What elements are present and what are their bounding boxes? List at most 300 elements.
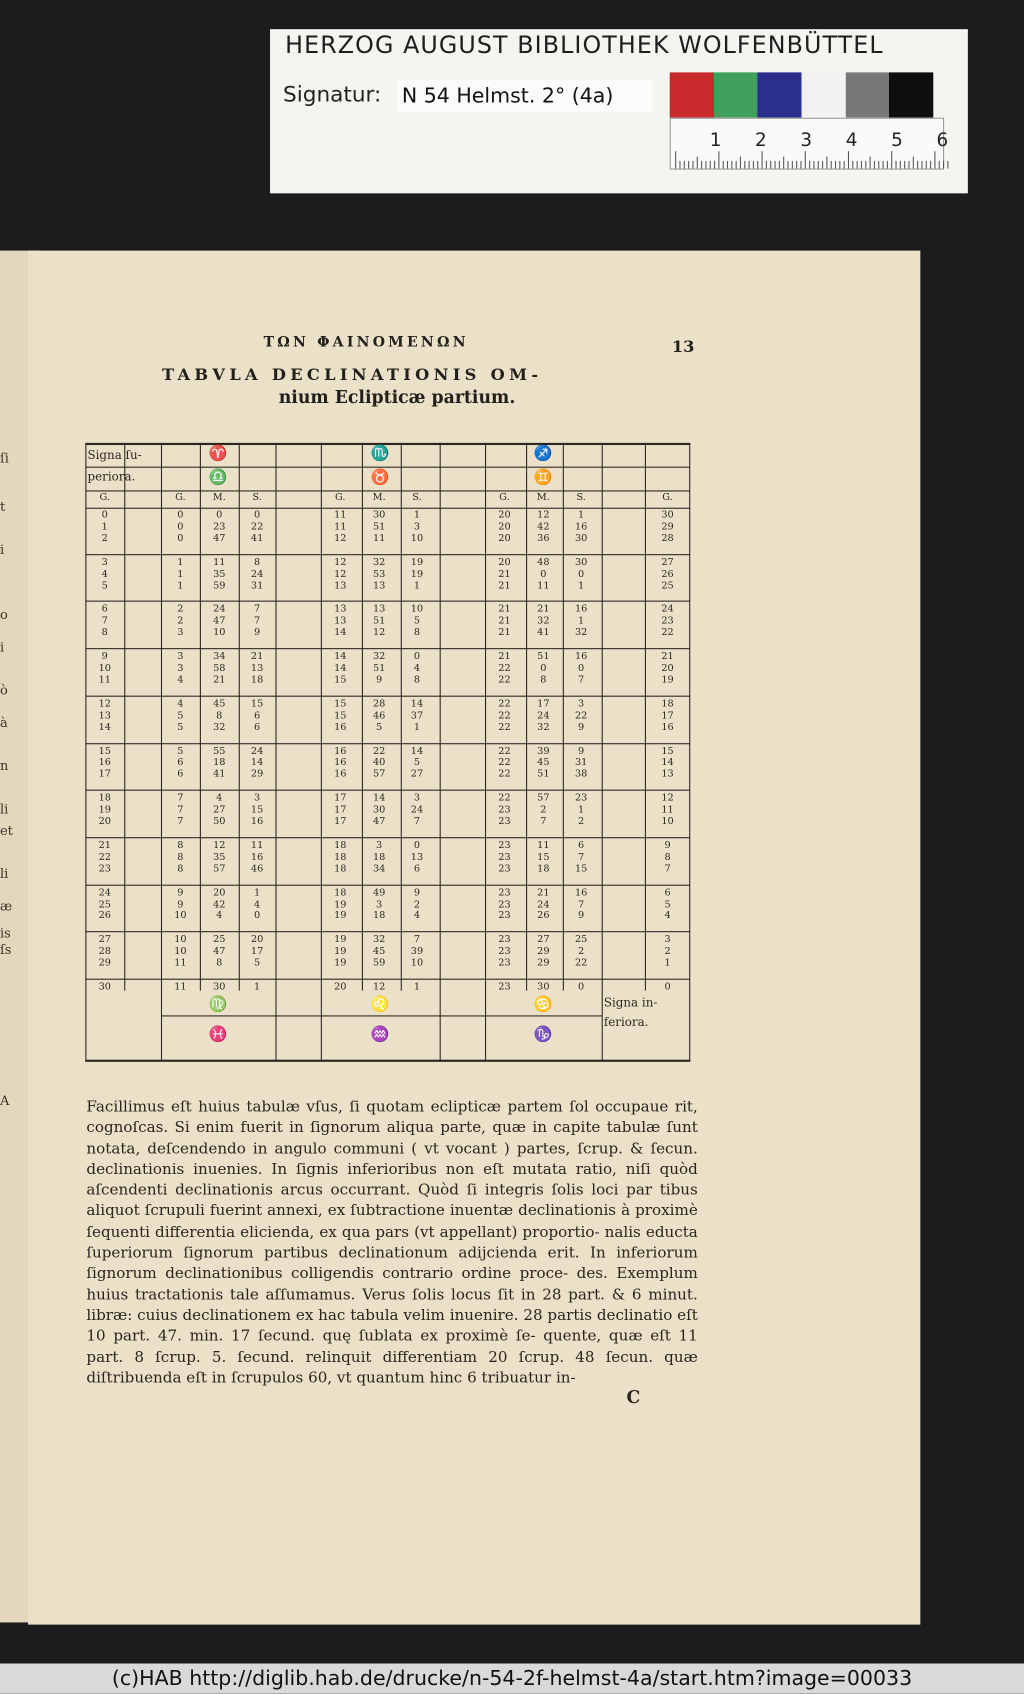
signature-mark: C xyxy=(626,1386,641,1408)
declination-seconds: 19 xyxy=(410,569,424,581)
table-rule xyxy=(85,837,690,838)
degree-left: 11 xyxy=(98,675,111,686)
facing-page-fragment: æ xyxy=(0,898,13,914)
ruler-tick xyxy=(731,161,732,169)
declination-seconds: 16 xyxy=(574,651,588,663)
table-rule xyxy=(275,991,276,1062)
declination-degrees: 4 xyxy=(177,698,184,710)
table-rule xyxy=(275,443,276,991)
declination-seconds: 1 xyxy=(413,722,421,734)
ruler-tick xyxy=(870,157,871,169)
table-rule xyxy=(85,1060,690,1062)
declination-seconds: 0 xyxy=(413,651,421,663)
ruler-tick xyxy=(878,161,879,169)
degree-right: 4 xyxy=(664,910,671,922)
declination-seconds: 20 xyxy=(250,934,264,946)
declination-seconds: 10 xyxy=(410,603,424,615)
declination-minutes: 51 xyxy=(537,651,550,663)
ruler-tick xyxy=(705,161,706,169)
degree-right: 0 xyxy=(664,981,671,993)
declination-degrees: 11 xyxy=(174,958,187,969)
declination-degrees: 2 xyxy=(177,603,184,615)
declination-degrees: 18 xyxy=(334,887,347,899)
declination-degrees: 9 xyxy=(177,887,184,899)
declination-minutes: 53 xyxy=(372,569,386,581)
ruler-tick xyxy=(723,161,724,169)
declination-degrees: 23 xyxy=(498,958,511,969)
degree-left: 14 xyxy=(98,722,111,734)
declination-degrees: 2 xyxy=(177,615,184,627)
declination-minutes: 59 xyxy=(213,581,226,592)
declination-seconds: 39 xyxy=(410,946,424,958)
declination-minutes: 18 xyxy=(372,852,386,864)
footer-credit: (c)HAB http://diglib.hab.de/drucke/n-54-2f-helmst-4a/start.htm?image=00033 xyxy=(0,1664,1024,1694)
degree-left: 26 xyxy=(98,910,111,922)
declination-degrees: 9 xyxy=(177,899,184,911)
declination-seconds: 1 xyxy=(578,804,585,816)
degree-right: 25 xyxy=(661,581,674,592)
declination-seconds: 7 xyxy=(578,852,585,864)
declination-degrees: 22 xyxy=(498,675,511,686)
degree-left: 18 xyxy=(98,792,111,804)
declination-minutes: 5 xyxy=(376,722,383,734)
degree-right: 11 xyxy=(661,804,674,816)
declination-degrees: 19 xyxy=(334,910,347,922)
declination-seconds: 24 xyxy=(250,569,264,581)
facing-page-fragment: is xyxy=(0,925,11,941)
ruler-tick xyxy=(688,161,689,169)
declination-minutes: 11 xyxy=(372,533,386,545)
declination-seconds: 0 xyxy=(413,840,421,852)
declination-minutes: 22 xyxy=(372,746,386,758)
declination-seconds: 30 xyxy=(574,533,588,545)
declination-degrees: 21 xyxy=(498,651,511,663)
degree-right: 16 xyxy=(661,722,674,734)
declination-minutes: 23 xyxy=(213,521,226,533)
degree-right: 15 xyxy=(661,746,674,758)
declination-seconds: 31 xyxy=(250,581,264,592)
declination-minutes: 18 xyxy=(537,864,550,875)
degree-right: 14 xyxy=(661,757,674,769)
degree-left: 25 xyxy=(98,899,111,911)
book-page xyxy=(28,251,920,1625)
declination-seconds: 41 xyxy=(250,533,264,545)
declination-minutes: 47 xyxy=(372,816,386,828)
declination-minutes: 11 xyxy=(537,840,550,852)
declination-seconds: 24 xyxy=(250,746,264,758)
degree-left: 13 xyxy=(98,710,111,722)
color-swatch xyxy=(802,72,846,117)
declination-seconds: 22 xyxy=(250,521,264,533)
declination-degrees: 22 xyxy=(498,757,511,769)
table-rule xyxy=(85,508,690,509)
declination-degrees: 1 xyxy=(177,557,184,569)
declination-degrees: 0 xyxy=(177,509,184,521)
declination-degrees: 21 xyxy=(498,603,511,615)
declination-seconds: 6 xyxy=(413,864,421,875)
declination-degrees: 12 xyxy=(334,533,347,545)
declination-seconds: 38 xyxy=(574,769,588,780)
ruler-tick xyxy=(775,161,776,169)
declination-degrees: 3 xyxy=(177,651,184,663)
declination-minutes: 0 xyxy=(540,569,547,581)
declination-minutes: 30 xyxy=(372,509,386,521)
degree-right: 26 xyxy=(661,569,674,581)
declination-degrees: 7 xyxy=(177,804,184,816)
declination-degrees: 14 xyxy=(334,651,347,663)
folio-number: 13 xyxy=(671,337,695,357)
declination-minutes: 9 xyxy=(376,675,383,686)
declination-degrees: 23 xyxy=(498,981,511,993)
declination-degrees: 13 xyxy=(334,615,347,627)
declination-minutes: 58 xyxy=(213,663,226,675)
declination-seconds: 14 xyxy=(410,698,424,710)
declination-seconds: 13 xyxy=(410,852,424,864)
declination-minutes: 12 xyxy=(213,840,226,852)
declination-seconds: 1 xyxy=(253,887,261,899)
ruler-tick xyxy=(934,151,935,168)
declination-minutes: 0 xyxy=(540,663,547,675)
declination-degrees: 18 xyxy=(334,840,347,852)
color-swatch xyxy=(758,72,802,117)
declination-seconds: 4 xyxy=(253,899,261,911)
declination-minutes: 32 xyxy=(372,934,386,946)
declination-degrees: 15 xyxy=(334,675,347,686)
degree-left: 6 xyxy=(101,603,108,615)
col-head-s: S. xyxy=(576,492,586,504)
facing-page-fragment: li xyxy=(0,801,9,817)
declination-seconds: 3 xyxy=(578,698,585,710)
declination-minutes: 0 xyxy=(216,509,223,521)
declination-seconds: 7 xyxy=(253,603,261,615)
degree-right: 13 xyxy=(661,769,674,780)
table-rule xyxy=(85,696,690,697)
declination-minutes: 59 xyxy=(372,958,386,969)
ruler-tick xyxy=(895,161,896,169)
declination-seconds: 1 xyxy=(578,581,585,592)
declination-minutes: 14 xyxy=(372,792,386,804)
declination-degrees: 19 xyxy=(334,899,347,911)
declination-minutes: 57 xyxy=(372,769,386,780)
ruler-tick xyxy=(792,161,793,169)
declination-seconds: 9 xyxy=(578,746,585,758)
table-rule xyxy=(602,991,603,1062)
declination-degrees: 11 xyxy=(334,521,347,533)
declination-seconds: 7 xyxy=(578,899,585,911)
declination-seconds: 2 xyxy=(413,899,421,911)
explanatory-paragraph: Facillimus eſt huius tabulæ vſus, ſi quotam eclipticæ partem ſol occupaue rit, cognoſcas. Si enim fuerit in ſignorum aliqua parte, quæ in capite tabulæ ſunt notata, deſcendendo in angulo communi ( vt vocant ) partes, ſcrup. & ſecun. declinationis inuenies. In ſignis inferioribus non eſt mutata ratio, niſi quòd aſcendenti declinationis arcus occurrant. Quòd ſi integris ſolis loci par tibus aliquot ſcrupuli fuerint annexi, ex ſubtractione inuentæ declinationis à proximè ſequenti differentia elicienda, ex qua pars (vt appellant) proportio- nalis educta ſuperiorum ſignorum partibus declinationum adijcienda erit. In inferiorum ſignorum declinationibus colligendis contrario ordine proce- des. Exemplum huius tractationis tale aſſumamus. Verus ſolis locus ſit in 28 part. & 6 minut. libræ: cuius declinationem ex hac tabula velim inuenire. 28 partis declinatio eſt 10 part. 47. min. 17 ſecund. quę ſublata ex proximè ſe- quente, quæ eſt 11 part. 8 ſcrup. 5. ſecund. relinquit differentiam 20 ſcrup. 48 ſecun. quæ diſtribuenda eſt in ſcrupulos 60, vt quantum hinc 6 tribuatur in- xyxy=(86,1098,698,1387)
declination-minutes: 29 xyxy=(537,958,550,969)
declination-minutes: 10 xyxy=(213,627,226,639)
declination-seconds: 22 xyxy=(574,710,588,722)
declination-degrees: 4 xyxy=(177,675,184,686)
ruler-tick xyxy=(874,161,875,169)
degree-right: 23 xyxy=(661,615,674,627)
declination-minutes: 8 xyxy=(540,675,547,686)
declination-seconds: 11 xyxy=(250,840,264,852)
degree-left: 24 xyxy=(98,887,111,899)
declination-seconds: 15 xyxy=(250,698,264,710)
facing-page-fragment: ſi xyxy=(0,450,9,466)
declination-degrees: 5 xyxy=(177,746,184,758)
declination-minutes: 34 xyxy=(213,651,226,663)
declination-seconds: 7 xyxy=(253,615,261,627)
ruler-tick xyxy=(727,161,728,169)
declination-seconds: 31 xyxy=(574,757,588,769)
ruler-tick xyxy=(813,161,814,169)
declination-seconds: 17 xyxy=(250,946,264,958)
declination-minutes: 47 xyxy=(213,946,226,958)
degree-right: 5 xyxy=(664,899,671,911)
declination-minutes: 12 xyxy=(537,509,550,521)
degree-left: 10 xyxy=(98,663,111,675)
ruler-tick xyxy=(883,161,884,169)
declination-degrees: 15 xyxy=(334,698,347,710)
degree-left: 15 xyxy=(98,746,111,758)
declination-degrees: 23 xyxy=(498,840,511,852)
declination-seconds: 10 xyxy=(410,533,424,545)
ruler-tick xyxy=(701,161,702,169)
declination-seconds: 8 xyxy=(413,627,421,639)
declination-degrees: 0 xyxy=(177,533,184,545)
declination-minutes: 11 xyxy=(537,581,550,592)
ruler-tick xyxy=(861,161,862,169)
table-rule xyxy=(124,443,125,991)
declination-seconds: 5 xyxy=(253,958,261,969)
zodiac-sign: ♒ xyxy=(370,1026,390,1044)
degree-left: 16 xyxy=(98,757,111,769)
declination-seconds: 32 xyxy=(574,627,588,639)
ruler-tick xyxy=(865,161,866,169)
ruler-tick xyxy=(770,161,771,169)
declination-degrees: 19 xyxy=(334,934,347,946)
declination-seconds: 9 xyxy=(578,910,585,922)
declination-seconds: 46 xyxy=(250,864,264,875)
declination-degrees: 8 xyxy=(177,840,184,852)
degree-right: 1 xyxy=(664,958,671,969)
ruler-tick xyxy=(921,161,922,169)
table-rule xyxy=(85,490,690,491)
zodiac-sign: ♊ xyxy=(533,468,553,487)
declination-seconds: 19 xyxy=(410,557,424,569)
declination-degrees: 10 xyxy=(174,934,187,946)
declination-seconds: 0 xyxy=(253,910,261,922)
ruler-number: 5 xyxy=(891,129,903,152)
declination-seconds: 10 xyxy=(410,958,424,969)
declination-minutes: 55 xyxy=(213,746,226,758)
degree-left: 17 xyxy=(98,769,111,780)
degree-right: 19 xyxy=(661,675,674,686)
col-head-g: G. xyxy=(334,492,346,504)
ruler-tick xyxy=(848,151,849,168)
declination-seconds: 1 xyxy=(413,509,421,521)
ruler-tick xyxy=(917,161,918,169)
declination-minutes: 8 xyxy=(216,710,223,722)
table-rule xyxy=(85,648,690,649)
declination-degrees: 23 xyxy=(498,887,511,899)
declination-degrees: 23 xyxy=(498,934,511,946)
declination-degrees: 16 xyxy=(334,769,347,780)
declination-degrees: 20 xyxy=(498,509,511,521)
declination-seconds: 6 xyxy=(253,710,261,722)
declination-seconds: 1 xyxy=(253,981,261,993)
declination-minutes: 30 xyxy=(537,981,550,993)
declination-degrees: 23 xyxy=(498,864,511,875)
declination-degrees: 21 xyxy=(498,581,511,592)
degree-left: 28 xyxy=(98,946,111,958)
declination-seconds: 30 xyxy=(574,557,588,569)
declination-seconds: 7 xyxy=(578,675,585,686)
declination-degrees: 20 xyxy=(498,533,511,545)
declination-degrees: 11 xyxy=(334,509,347,521)
declination-degrees: 14 xyxy=(334,663,347,675)
declination-minutes: 29 xyxy=(537,946,550,958)
declination-degrees: 1 xyxy=(177,581,184,592)
ruler-tick xyxy=(757,161,758,169)
color-swatch xyxy=(889,72,933,117)
facing-page-fragment: li xyxy=(0,866,9,882)
ruler-tick xyxy=(766,161,767,169)
library-card xyxy=(270,29,968,193)
facing-page-fragment: ſs xyxy=(0,941,12,958)
declination-degrees: 18 xyxy=(334,864,347,875)
ruler-number: 3 xyxy=(800,129,813,152)
degree-left: 19 xyxy=(98,804,111,816)
declination-seconds: 3 xyxy=(413,792,421,804)
declination-degrees: 23 xyxy=(498,852,511,864)
declination-minutes: 8 xyxy=(216,958,223,969)
degree-right: 29 xyxy=(661,521,674,533)
declination-seconds: 6 xyxy=(253,722,261,734)
color-calibration-strip xyxy=(670,72,934,117)
ruler-tick xyxy=(930,161,931,169)
declination-minutes: 13 xyxy=(372,581,386,592)
degree-left: 21 xyxy=(98,840,111,852)
declination-seconds: 2 xyxy=(578,946,585,958)
declination-degrees: 10 xyxy=(174,946,187,958)
declination-degrees: 22 xyxy=(498,698,511,710)
declination-seconds: 0 xyxy=(578,663,585,675)
declination-seconds: 4 xyxy=(413,663,421,675)
col-head-m: M. xyxy=(372,492,386,504)
ruler-tick xyxy=(891,151,892,168)
color-swatch xyxy=(670,72,714,117)
declination-seconds: 14 xyxy=(410,746,424,758)
declination-degrees: 13 xyxy=(334,603,347,615)
declination-degrees: 21 xyxy=(498,627,511,639)
declination-seconds: 5 xyxy=(413,757,421,769)
declination-seconds: 13 xyxy=(250,663,264,675)
ruler-tick xyxy=(839,161,840,169)
declination-degrees: 23 xyxy=(498,899,511,911)
declination-seconds: 9 xyxy=(253,627,261,639)
signature-value: N 54 Helmst. 2° (4a) xyxy=(398,80,653,112)
declination-seconds: 21 xyxy=(250,651,264,663)
declination-seconds: 3 xyxy=(253,792,261,804)
declination-seconds: 16 xyxy=(574,521,588,533)
declination-minutes: 42 xyxy=(213,899,226,911)
zodiac-sign: ♏ xyxy=(370,445,390,463)
degree-right: 7 xyxy=(664,864,671,875)
ruler-tick xyxy=(939,161,940,169)
declination-minutes: 45 xyxy=(213,698,226,710)
ruler-tick xyxy=(749,161,750,169)
declination-minutes: 25 xyxy=(213,934,226,946)
running-head: ΤΩΝ ΦΑΙΝΟΜΕΝΩΝ xyxy=(263,334,469,352)
declination-seconds: 16 xyxy=(574,603,588,615)
declination-minutes: 11 xyxy=(213,557,226,569)
color-swatch xyxy=(714,72,758,117)
declination-minutes: 3 xyxy=(376,840,383,852)
declination-seconds: 3 xyxy=(413,521,421,533)
degree-right: 24 xyxy=(661,603,674,615)
declination-minutes: 24 xyxy=(537,899,550,911)
declination-minutes: 32 xyxy=(537,722,550,734)
zodiac-sign: ♐ xyxy=(533,445,553,463)
declination-degrees: 23 xyxy=(498,946,511,958)
ruler-tick xyxy=(736,161,737,169)
declination-seconds: 16 xyxy=(250,852,264,864)
declination-minutes: 50 xyxy=(213,816,226,828)
declination-degrees: 16 xyxy=(334,757,347,769)
declination-minutes: 57 xyxy=(537,792,550,804)
declination-degrees: 5 xyxy=(177,722,184,734)
degree-left: 3 xyxy=(101,557,108,569)
declination-minutes: 45 xyxy=(537,757,550,769)
declination-degrees: 20 xyxy=(498,557,511,569)
declination-degrees: 8 xyxy=(177,852,184,864)
declination-minutes: 51 xyxy=(372,615,386,627)
ruler-tick xyxy=(740,157,741,169)
declination-minutes: 51 xyxy=(372,521,386,533)
declination-seconds: 1 xyxy=(578,615,585,627)
zodiac-sign: ♍ xyxy=(208,995,228,1014)
declination-degrees: 23 xyxy=(498,816,511,828)
degree-right: 22 xyxy=(661,627,674,639)
col-head-m: M. xyxy=(536,492,550,504)
declination-minutes: 45 xyxy=(372,946,386,958)
declination-minutes: 48 xyxy=(537,557,550,569)
declination-minutes: 32 xyxy=(372,651,386,663)
declination-seconds: 5 xyxy=(413,615,421,627)
table-rule xyxy=(602,443,603,991)
degree-left: 23 xyxy=(98,864,111,875)
declination-seconds: 25 xyxy=(574,934,588,946)
degree-left: 0 xyxy=(101,509,108,521)
declination-degrees: 16 xyxy=(334,722,347,734)
declination-degrees: 15 xyxy=(334,710,347,722)
col-head-s: S. xyxy=(412,492,422,504)
degree-left: 1 xyxy=(101,521,108,533)
degree-right: 18 xyxy=(661,698,674,710)
facing-page-fragment: à xyxy=(0,715,8,731)
declination-seconds: 16 xyxy=(250,816,264,828)
facing-page-fragment: ò xyxy=(0,682,8,698)
declination-seconds: 22 xyxy=(574,958,588,969)
declination-degrees: 14 xyxy=(334,627,347,639)
ruler-tick xyxy=(684,161,685,169)
declination-seconds: 16 xyxy=(574,887,588,899)
ruler-tick xyxy=(835,161,836,169)
declination-seconds: 37 xyxy=(410,710,424,722)
declination-seconds: 6 xyxy=(578,840,585,852)
declination-seconds: 0 xyxy=(253,509,261,521)
degree-right: 9 xyxy=(664,840,671,852)
degree-right: 20 xyxy=(661,663,674,675)
col-head-g: G. xyxy=(662,492,673,504)
declination-minutes: 42 xyxy=(537,521,550,533)
declination-degrees: 1 xyxy=(177,569,184,581)
